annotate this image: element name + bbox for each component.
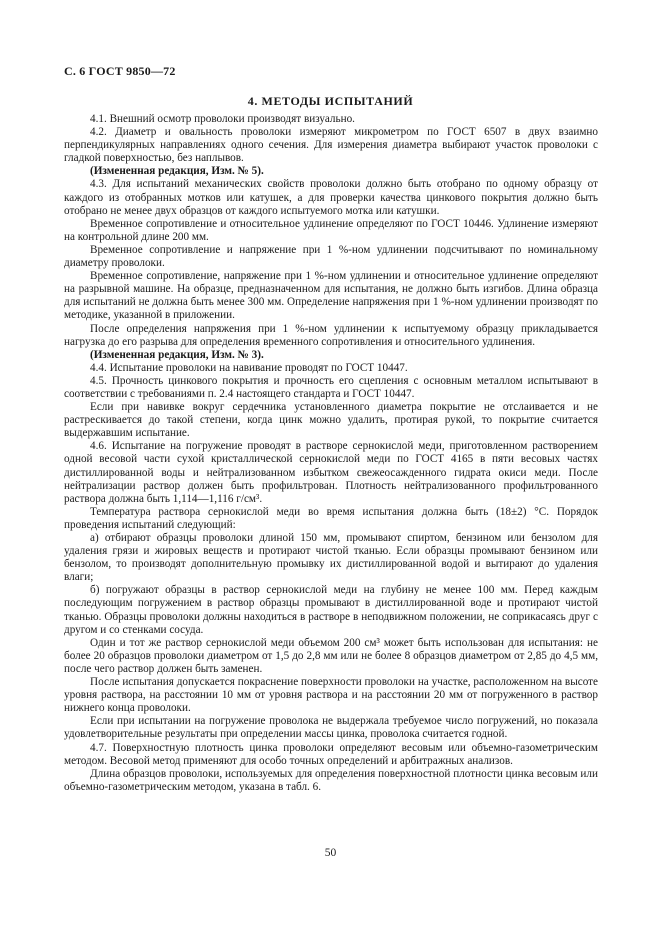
paragraph: После испытания допускается покраснение поверхности проволоки на участке, расположенном на высоте уровня раствора, на расстоянии 10 мм от уровня раствора и на расстоянии 20 мм от погруженного в раствор нижнего конца проволоки. — [64, 676, 598, 715]
amendment-note: (Измененная редакция, Изм. № 5). — [90, 165, 264, 178]
paragraph: Если при навивке вокруг сердечника установленного диаметра покрытие не отслаивается и не растрескивается до такой степени, когда цинк можно удалить, протирая рукой, то покрытие считается выдержавшим испытание. — [64, 401, 598, 440]
section-title: 4. МЕТОДЫ ИСПЫТАНИЙ — [247, 94, 414, 108]
paragraph-4-7: 4.7. Поверхностную плотность цинка проволоки определяют весовым или объемно-газометрическим методом. Весовой метод применяют для особо точных определений и арбитражных анализов. — [64, 741, 598, 767]
paragraph: Временное сопротивление и напряжение при 1 %-ном удлинении подсчитывают по номинальному диаметру проволоки. — [64, 243, 598, 270]
paragraph: Временное сопротивление и относительное удлинение определяют по ГОСТ 10446. Удлинение измеряют на контрольной длине 200 мм. — [64, 217, 598, 243]
paragraph: Температура раствора сернокислой меди во время испытания должна быть (18±2) °С. Порядок проведения испытаний следующий: — [64, 505, 598, 531]
paragraph-4-5: 4.5. Прочность цинкового покрытия и прочность его сцепления с основным металлом испытывают в соответствии с требованиями п. 2.4 настоящего стандарта и ГОСТ 10447. — [64, 374, 598, 400]
paragraph: Если при испытании на погружение проволока не выдержала требуемое число погружений, но показала удовлетворительные результаты при определении массы цинка, проволока считается годной. — [64, 715, 598, 741]
paragraph: Временное сопротивление, напряжение при 1 %-ном удлинении и относительное удлинение определяют на разрывной машине. На образце, предназначенном для испытания, не должно быть изгибов. Длина образца для испытаний не должна быть менее 300 мм. Определение напряжения при 1 %-ном удлинении производят по методике, указанной в приложении. — [64, 270, 598, 322]
paragraph: После определения напряжения при 1 %-ном удлинении к испытуемому образцу прикладывается нагрузка до его разрыва для определения временного сопротивления и относительного удлинения. — [64, 322, 598, 348]
amendment-note: (Измененная редакция, Изм. № 3). — [90, 348, 264, 361]
paragraph-4-4: 4.4. Испытание проволоки на навивание проводят по ГОСТ 10447. — [90, 361, 408, 374]
document-body — [64, 113, 598, 794]
paragraph-4-1: 4.1. Внешний осмотр проволоки производят визуально. — [90, 113, 355, 125]
paragraph: Один и тот же раствор сернокислой меди объемом 200 см³ может быть использован для испытания: не более 20 образцов проволоки диаметром от 1,5 до 2,8 мм или не более 8 образцов диаметром от 2,85 до 4,5 мм, после чего раствор должен быть заменен. — [64, 636, 598, 675]
document-header: С. 6 ГОСТ 9850—72 — [64, 64, 176, 78]
paragraph-4-3: 4.3. Для испытаний механических свойств проволоки должно быть отобрано по одному образцу от каждого из отобранных мотков или катушек, а для проверки качества цинкового покрытия должно быть отобрано не менее двух образцов от каждого испытуемого мотка или катушки. — [64, 178, 598, 217]
list-item-b: б) погружают образцы в раствор сернокислой меди на глубину не менее 100 мм. Перед каждым последующим погружением в раствор образцы промывают в дистиллированной воде и протирают чистой тканью. Образцы проволоки должны находиться в растворе в неподвижном положении, не соприкасаясь друг с другом и со стенками сосуда. — [64, 584, 598, 636]
paragraph-4-2: 4.2. Диаметр и овальность проволоки измеряют микрометром по ГОСТ 6507 в двух взаимно перпендикулярных направлениях одного сечения. Для измерения диаметра выбирают участок проволоки с гладкой поверхностью, без наплывов. — [64, 126, 598, 165]
page-number: 50 — [324, 847, 337, 859]
paragraph-4-6: 4.6. Испытание на погружение проводят в растворе сернокислой меди, приготовленном растворением одной весовой части сухой кристаллической сернокислой меди по ГОСТ 4165 в пяти весовых частях дистиллированной воды и нейтрализованном избытком свежеосажденного гидрата окиси меди. После нейтрализации раствор должен быть профильтрован. Плотность нейтрализованного профильтрованного раствора должна быть 1,114—1,116 г/см³. — [64, 440, 598, 505]
paragraph: Длина образцов проволоки, используемых для определения поверхностной плотности цинка весовым или объемно-газометрическим методом, указана в табл. 6. — [64, 767, 598, 793]
list-item-a: а) отбирают образцы проволоки длиной 150 мм, промывают спиртом, бензином или бензолом для удаления грязи и жировых веществ и протирают чистой тканью. Если образцы промывают бензином или бензолом, то производят дополнительную промывку их дистиллированной водой и вытирают до удаления влаги; — [64, 532, 598, 584]
